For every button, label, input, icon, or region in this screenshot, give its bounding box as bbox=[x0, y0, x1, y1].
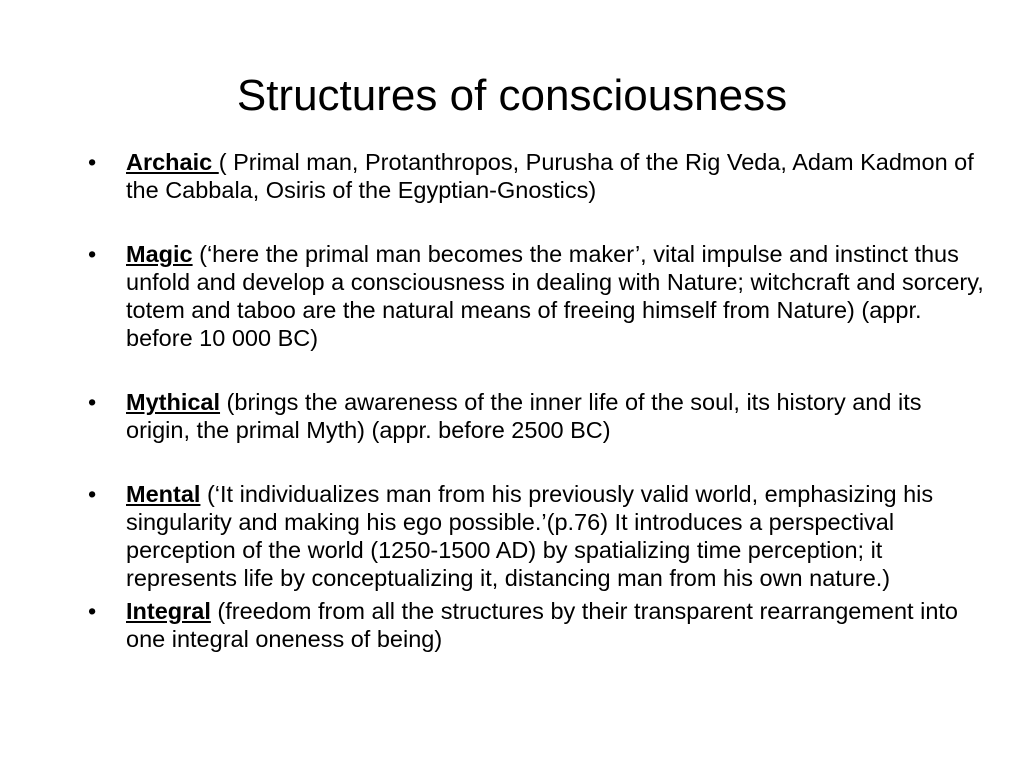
bullet-dot-icon: • bbox=[88, 598, 97, 624]
bullet-list bbox=[88, 148, 988, 653]
bullet-term: Archaic bbox=[126, 149, 219, 175]
bullet-term: Mental bbox=[126, 481, 201, 507]
bullet-term: Integral bbox=[126, 598, 211, 624]
bullet-item-integral bbox=[88, 597, 988, 653]
slide-title: Structures of consciousness bbox=[236, 71, 788, 120]
bullet-text: (‘here the primal man becomes the maker’, vital impulse and instinct thus unfold and develop a consciousness in dealing with Nature; witchcraft and sorcery, totem and taboo are the natural means of freeing himself from Nature) (appr. before 10 000 BC) bbox=[126, 241, 984, 351]
bullet-term: Mythical bbox=[126, 389, 221, 415]
bullet-text: (brings the awareness of the inner life of the soul, its history and its origin, the primal Myth) (appr. before 2500 BC) bbox=[126, 389, 922, 443]
bullet-dot-icon: • bbox=[88, 389, 97, 415]
bullet-item-mythical bbox=[88, 388, 988, 444]
bullet-text: ( Primal man, Protanthropos, Purusha of the Rig Veda, Adam Kadmon of the Cabbala, Osiris of the Egyptian-Gnostics) bbox=[126, 149, 974, 203]
bullet-dot-icon: • bbox=[88, 149, 97, 175]
bullet-text: (‘It individualizes man from his previously valid world, emphasizing his singularity and making his ego possible.’(p.76) It introduces a perspectival perception of the world (1250-1500 AD) by spatializing time perception; it represents life by conceptualizing it, distancing man from his own nature.) bbox=[126, 481, 934, 591]
bullet-item-archaic bbox=[88, 148, 988, 204]
bullet-term: Magic bbox=[126, 241, 193, 267]
bullet-dot-icon: • bbox=[88, 481, 97, 507]
bullet-item-mental bbox=[88, 480, 988, 592]
bullet-text: (freedom from all the structures by their transparent rearrangement into one integral oneness of being) bbox=[126, 598, 959, 652]
bullet-dot-icon: • bbox=[88, 241, 97, 267]
bullet-item-magic bbox=[88, 240, 988, 352]
